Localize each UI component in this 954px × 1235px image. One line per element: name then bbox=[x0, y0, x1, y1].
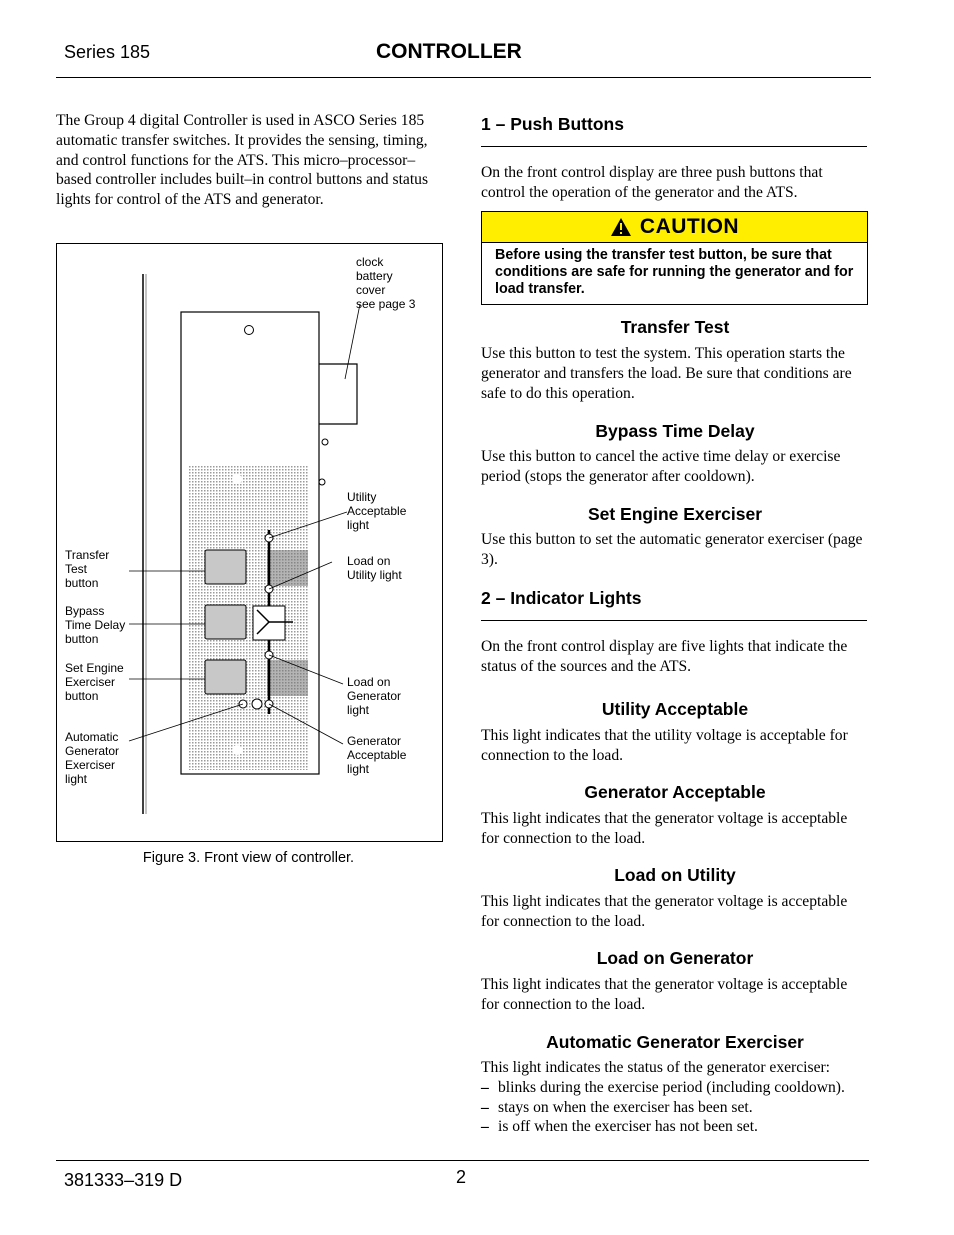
label-load-on-utility: Load on Utility light bbox=[347, 554, 402, 582]
page-title: CONTROLLER bbox=[376, 40, 522, 63]
heading-load-on-utility: Load on Utility bbox=[614, 865, 736, 885]
label-bypass-time-delay: Bypass Time Delay button bbox=[65, 604, 126, 646]
header-rule bbox=[56, 77, 871, 78]
label-generator-acceptable: Generator Acceptable light bbox=[347, 734, 407, 776]
exerciser-status-list bbox=[481, 1078, 869, 1137]
label-load-on-generator: Load on Generator light bbox=[347, 675, 402, 717]
indicator-lights-text: On the front control display are five lights that indicate the status of the sources and the ATS. bbox=[481, 638, 848, 675]
label-clock-battery-cover: clock battery cover see page 3 bbox=[356, 255, 416, 311]
list-item: – is off when the exerciser has not been set. bbox=[481, 1117, 869, 1137]
caution-box bbox=[481, 211, 868, 305]
push-buttons-text: On the front control display are three push buttons that control the operation of the generator and the ATS. bbox=[481, 164, 823, 201]
generator-acceptable-text: This light indicates that the generator voltage is acceptable for connection to the load. bbox=[481, 810, 848, 847]
set-engine-exerciser-button[interactable] bbox=[205, 660, 246, 694]
set-engine-exerciser-text: Use this button to set the automatic generator exerciser (page 3). bbox=[481, 531, 863, 568]
load-on-utility-text: This light indicates that the generator voltage is acceptable for connection to the load. bbox=[481, 893, 848, 930]
rule-indicator-lights bbox=[481, 620, 867, 621]
figure-caption: Figure 3. Front view of controller. bbox=[142, 850, 355, 866]
caution-header bbox=[482, 212, 867, 243]
heading-bypass-time-delay: Bypass Time Delay bbox=[595, 421, 755, 441]
heading-transfer-test: Transfer Test bbox=[620, 317, 730, 337]
label-utility-acceptable: Utility Acceptable light bbox=[347, 490, 407, 532]
label-auto-gen-exerciser: Automatic Generator Exerciser light bbox=[65, 730, 120, 786]
auto-gen-exerciser-intro: This light indicates the status of the generator exerciser: bbox=[481, 1059, 831, 1076]
heading-auto-gen-exerciser: Automatic Generator Exerciser bbox=[546, 1032, 804, 1052]
warning-icon bbox=[610, 217, 632, 237]
rule-push-buttons bbox=[481, 146, 867, 147]
heading-generator-acceptable: Generator Acceptable bbox=[584, 782, 766, 802]
transfer-test-button[interactable] bbox=[205, 550, 246, 584]
caution-text: Before using the transfer test button, be sure that conditions are safe for running the generator and for load transfer. bbox=[495, 247, 854, 297]
header-series: Series 185 bbox=[64, 42, 151, 62]
auto-gen-exerciser-section bbox=[481, 1058, 869, 1137]
load-on-generator-text: This light indicates that the generator voltage is acceptable for connection to the load. bbox=[481, 976, 848, 1013]
figure-front-view bbox=[56, 243, 443, 842]
heading-indicator-lights: 2 – Indicator Lights bbox=[481, 588, 642, 608]
label-transfer-test: Transfer Test button bbox=[65, 548, 110, 590]
list-item: – blinks during the exercise period (including cooldown). bbox=[481, 1078, 869, 1098]
footer-rule bbox=[56, 1160, 869, 1161]
bypass-time-delay-button[interactable] bbox=[205, 605, 246, 639]
battery-cover bbox=[319, 364, 357, 424]
transfer-test-text: Use this button to test the system. This operation starts the generator and transfers the load. Be sure that conditions are safe to do this operation. bbox=[481, 345, 852, 402]
label-set-engine-exerciser: Set Engine Exerciser button bbox=[65, 661, 124, 703]
heading-push-buttons: 1 – Push Buttons bbox=[481, 114, 624, 134]
heading-load-on-generator: Load on Generator bbox=[596, 948, 754, 968]
list-item: – stays on when the exerciser has been set. bbox=[481, 1098, 869, 1118]
page-number: 2 bbox=[456, 1167, 467, 1187]
heading-utility-acceptable: Utility Acceptable bbox=[601, 699, 749, 719]
caution-title: CAUTION bbox=[639, 215, 740, 238]
document-number: 381333–319 D bbox=[64, 1170, 183, 1190]
intro-paragraph: The Group 4 digital Controller is used in ASCO Series 185 automatic transfer switches. It provides the sensing, timing, and control functions for the ATS. This micro–processor–based controller includes built–in control buttons and status lights for control of the ATS and generator. bbox=[56, 112, 429, 209]
heading-set-engine-exerciser: Set Engine Exerciser bbox=[587, 504, 763, 524]
bypass-time-delay-text: Use this button to cancel the active time delay or exercise period (stops the generator after cooldown). bbox=[481, 448, 841, 485]
utility-acceptable-text: This light indicates that the utility voltage is acceptable for connection to the load. bbox=[481, 727, 848, 764]
